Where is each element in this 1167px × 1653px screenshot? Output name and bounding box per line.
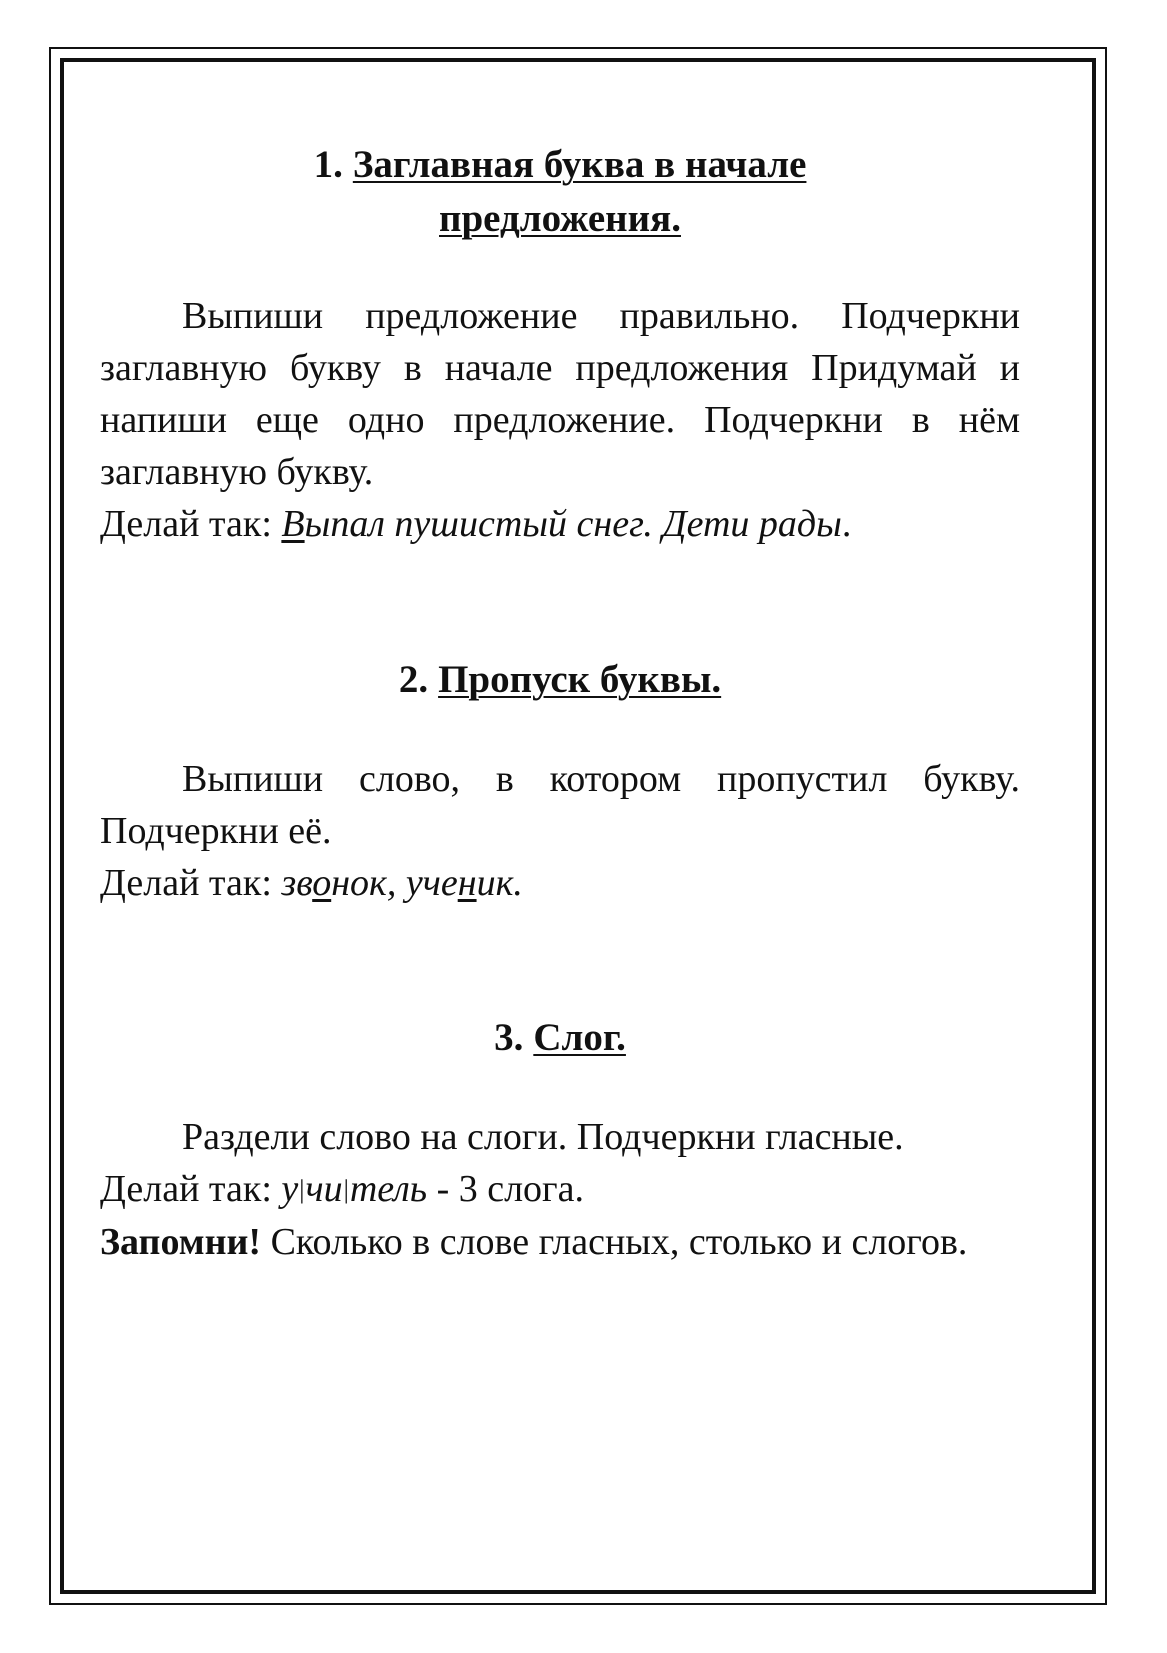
example-text: Выпал пушистый снег. Дети рады [281,503,842,545]
instruction-text: Выпиши предложение правильно. Подчеркни заглавную букву в начале предложения Придумай и напиши еще одно предложение. Подчеркни в нём заглавную букву. [100,295,1020,493]
remember-label: Запомни! [100,1221,262,1263]
section-syllable [100,1011,1020,1268]
section-number: 2. [398,658,429,701]
example-line: Делай так: у|чи|тель - 3 слога. [100,1168,584,1210]
example-text: у|чи|тель [281,1168,428,1210]
section-title-text: Пропуск буквы. [438,658,722,701]
section-title-text: Заглавная буква в начале [352,143,807,186]
remember-note [100,1216,1040,1268]
instruction-text: Раздели слово на слоги. Подчеркни гласные. [182,1116,904,1158]
section-title-text-continued: предложения. [439,197,681,240]
section-number: 1. [313,143,343,186]
section-missing-letter [100,653,1020,909]
example-line [100,857,1020,909]
example-label: Делай так: [100,862,282,904]
section-title [100,653,1020,707]
syllable-divider: | [343,1175,349,1204]
example-label: Делай так: [100,1168,282,1210]
section-capital-letter [100,138,1020,550]
instruction-text: Выпиши слово, в котором пропустил букву. Подчеркни её. [100,758,1020,852]
remember-text: Сколько в слове гласных, столько и слогов. [261,1221,968,1263]
example-line: Делай так: Выпал пушистый снег. Дети рады. [100,503,852,545]
section-title-text: Слог. [533,1016,626,1059]
section-title [100,138,1020,246]
section-number: 3. [494,1016,524,1059]
syllable-divider: | [299,1175,305,1204]
example-label: Делай так: [100,503,282,545]
worksheet-content [100,138,1020,1268]
example-text: звонок, ученик. [281,862,523,904]
section-title [100,1011,1020,1065]
